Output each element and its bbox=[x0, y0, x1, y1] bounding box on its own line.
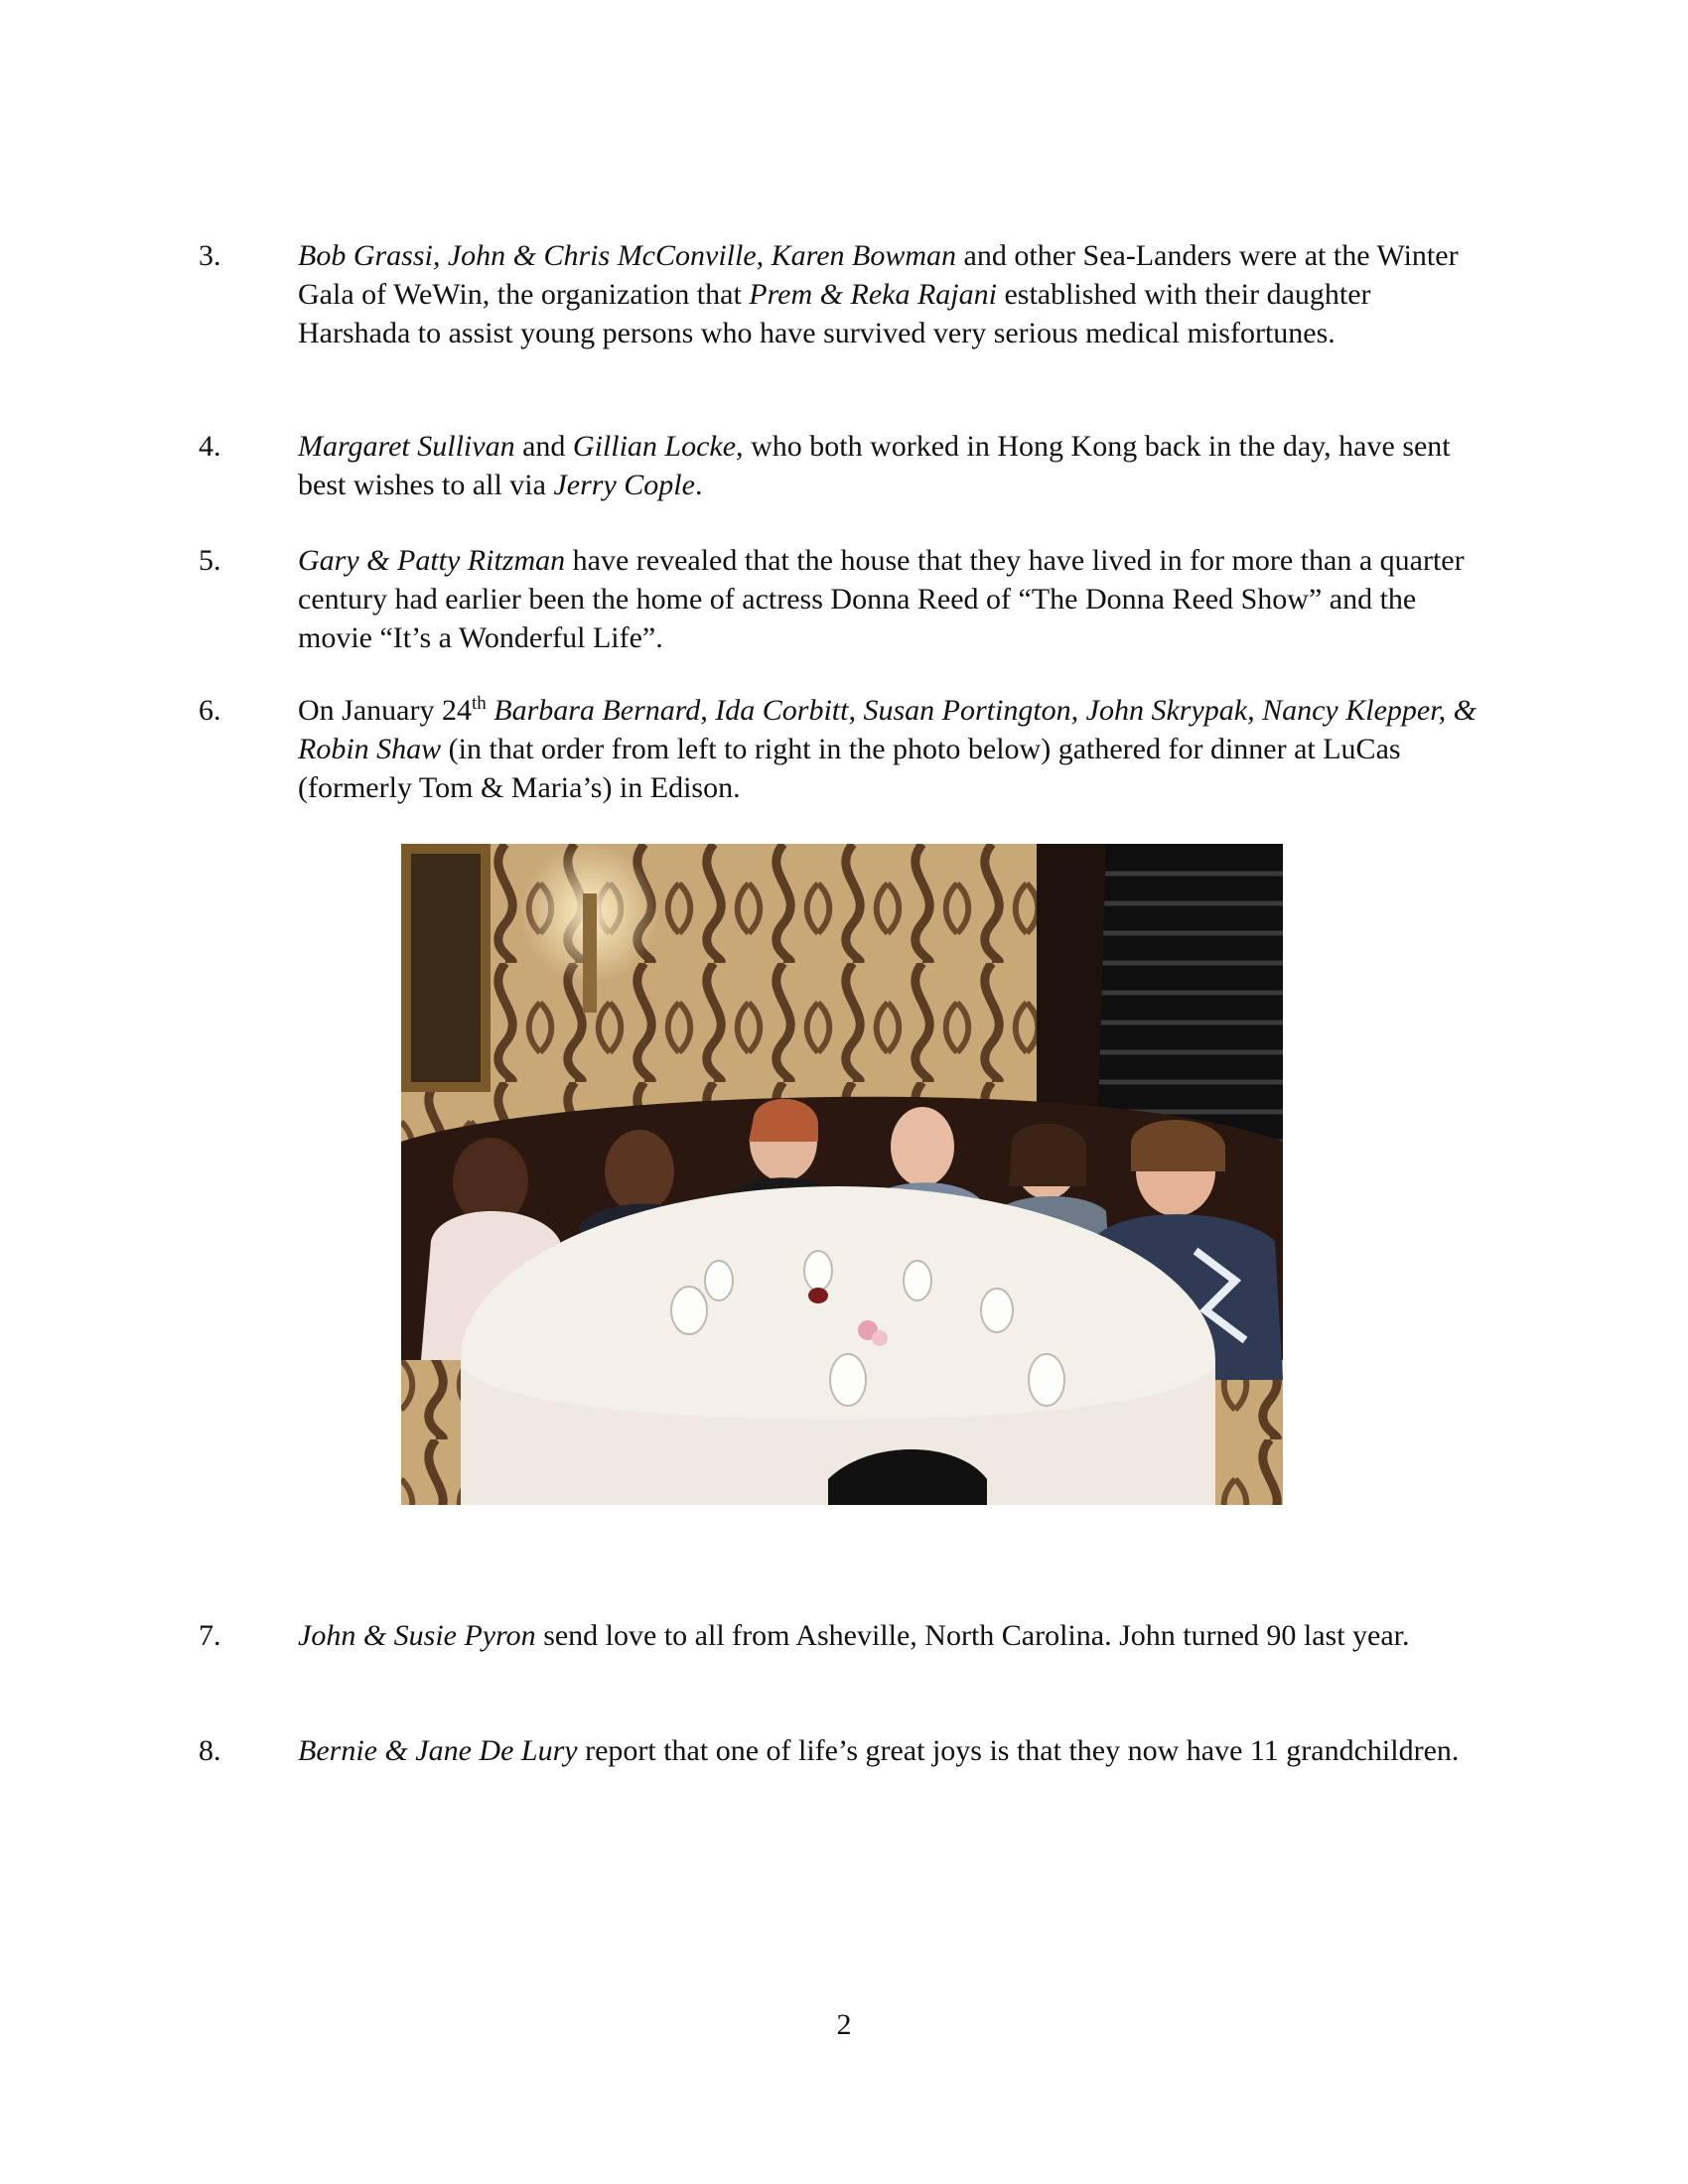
item-number: 3. bbox=[199, 239, 221, 272]
item-text bbox=[298, 236, 1489, 352]
item-text-segment: have revealed that the house that they have lived in for more than a quarter century had earlier been the home of actress Donna Reed of “The Donna Reed Show” and the movie “It’s a Wonderful Life”. bbox=[298, 544, 1465, 654]
item-text-segment: Bernie & Jane De Lury bbox=[298, 1734, 578, 1767]
item-text-segment: Jerry Cople bbox=[553, 469, 695, 501]
item-text-segment: (in that order from left to right in the photo below) gathered for dinner at LuCas (formerly Tom & Maria’s) in Edison. bbox=[298, 733, 1401, 804]
dinner-group-photo bbox=[401, 844, 1283, 1505]
item-number: 5. bbox=[199, 544, 221, 577]
list-item-6 bbox=[199, 691, 1489, 807]
item-text-segment: Gary & Patty Ritzman bbox=[298, 544, 566, 577]
item-text-segment: John & Susie Pyron bbox=[298, 1619, 536, 1652]
item-number: 7. bbox=[199, 1619, 221, 1652]
item-text-segment: . bbox=[694, 469, 703, 501]
item-number: 4. bbox=[199, 430, 221, 463]
item-text-segment: and bbox=[514, 430, 573, 463]
item-number: 8. bbox=[199, 1734, 221, 1767]
list-item-4 bbox=[199, 427, 1489, 504]
list-item-8 bbox=[199, 1731, 1489, 1770]
item-text-segment: report that one of life’s great joys is that they now have 11 grandchildren. bbox=[577, 1734, 1460, 1767]
item-text-segment: and other Sea-Landers were at the Winter Gala of WeWin, the organization that bbox=[298, 239, 1459, 311]
item-text bbox=[298, 427, 1489, 504]
item-text-segment: Prem & Reka Rajani bbox=[749, 278, 997, 311]
item-text-segment: On January 24 bbox=[298, 694, 472, 727]
item-number: 6. bbox=[199, 694, 221, 727]
item-text-segment: Barbara Bernard, Ida Corbitt, Susan Portington, John Skrypak, Nancy Klepper, & Robin Shaw bbox=[298, 694, 1477, 765]
item-text bbox=[298, 1731, 1489, 1770]
page-number: 2 bbox=[836, 2008, 852, 2041]
item-text-segment: Margaret Sullivan bbox=[298, 430, 515, 463]
list-item-7 bbox=[199, 1616, 1489, 1655]
item-text bbox=[298, 691, 1489, 807]
item-text bbox=[298, 1616, 1489, 1655]
item-text-segment: who both worked in Hong Kong back in the day, have sent best wishes to all via bbox=[298, 430, 1451, 501]
item-text-segment: send love to all from Asheville, North Carolina. John turned 90 last year. bbox=[535, 1619, 1410, 1652]
item-text-segment: Bob Grassi, John & Chris McConville, Karen Bowman bbox=[298, 239, 957, 272]
list-item-3 bbox=[199, 236, 1489, 352]
ordinal-suffix: th bbox=[471, 693, 487, 714]
list-item-5 bbox=[199, 541, 1489, 657]
item-text bbox=[298, 541, 1489, 657]
item-text-segment: established with their daughter Harshada to assist young persons who have survived very serious medical misfortunes. bbox=[298, 278, 1371, 349]
item-text-segment: Gillian Locke, bbox=[572, 430, 744, 463]
